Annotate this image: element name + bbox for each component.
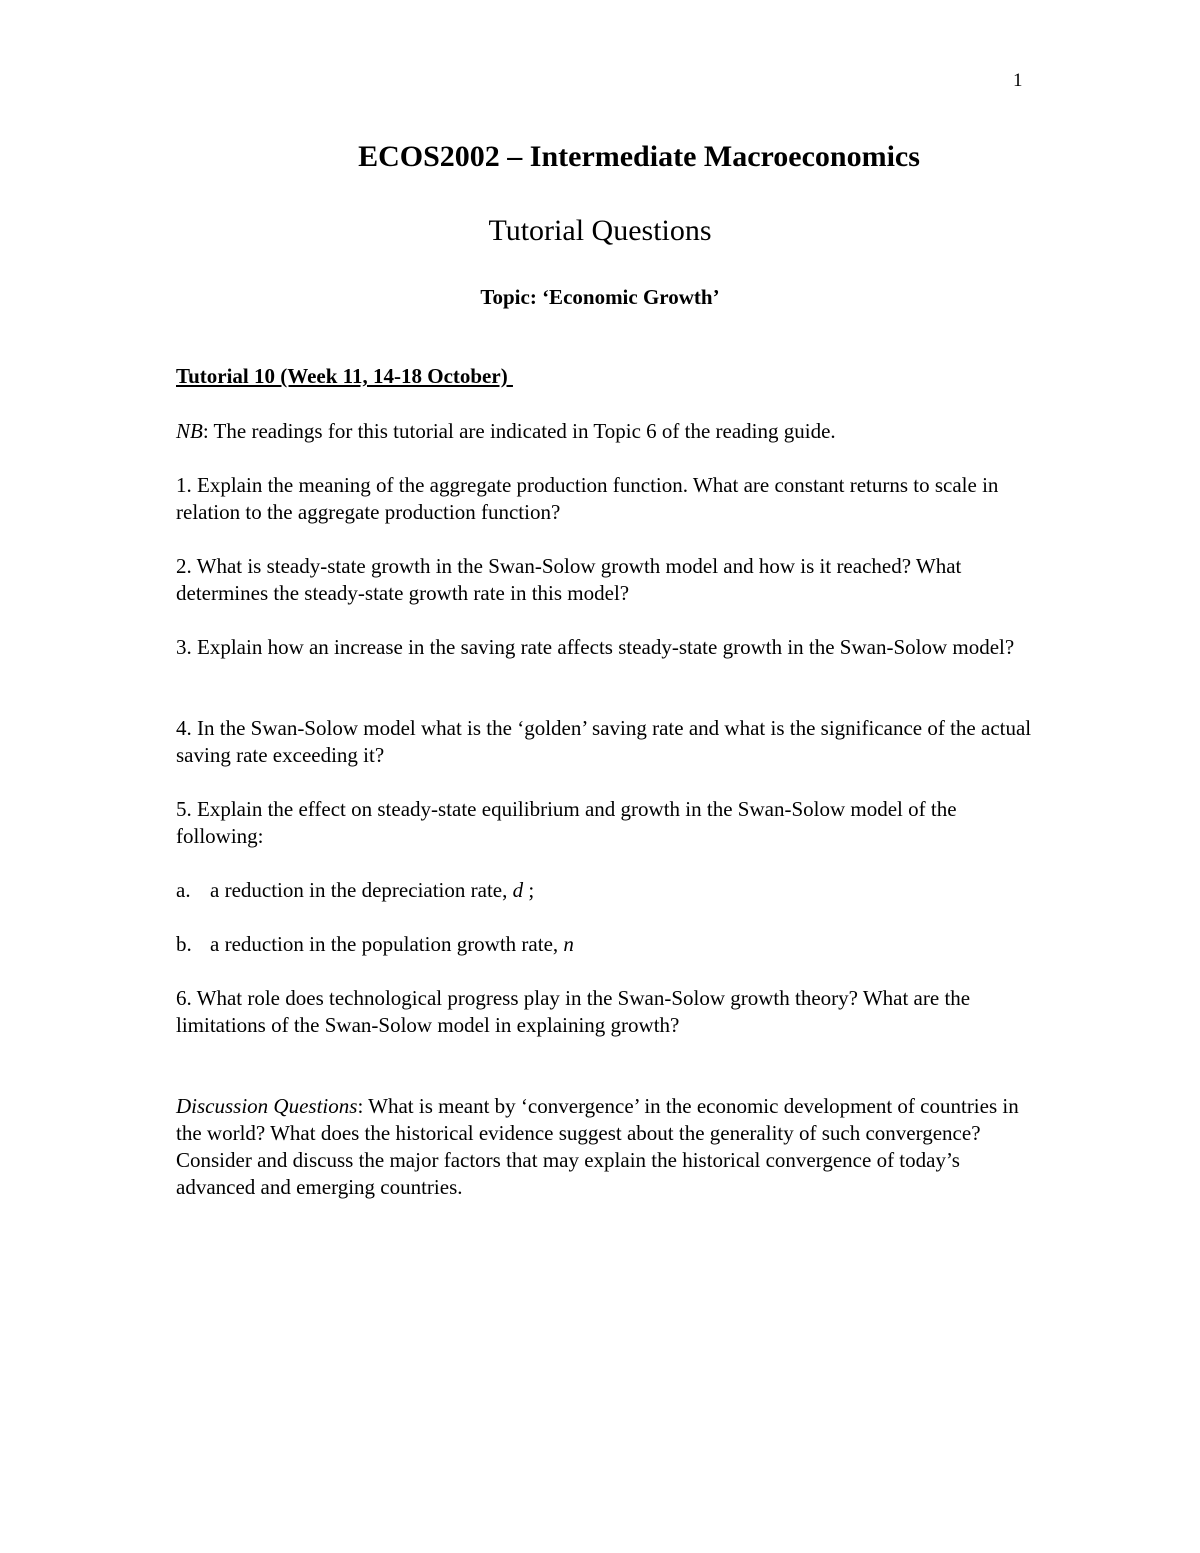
question-number: 5. [176, 797, 192, 821]
question-3 [176, 634, 1036, 661]
sub-item-a [176, 877, 1036, 904]
document-subtitle: Tutorial Questions [488, 214, 712, 247]
sub-item-b [176, 931, 1036, 958]
page-number: 1 [1013, 70, 1023, 91]
question-6 [176, 985, 1036, 1039]
nb-label: NB [176, 419, 203, 443]
sub-item-text: a reduction in the population growth rate, [210, 932, 564, 956]
discussion-questions [176, 1093, 1036, 1201]
population-growth-symbol: n [563, 932, 574, 956]
sub-item-letter: a. [176, 878, 191, 902]
depreciation-symbol: d [512, 878, 524, 902]
question-number: 1. [176, 473, 192, 497]
discussion-label: Discussion Questions [176, 1094, 358, 1118]
question-text: Explain the meaning of the aggregate production function. What are constant returns to scale in relation to the aggregate production function? [176, 473, 999, 524]
nb-text: : The readings for this tutorial are indicated in Topic 6 of the reading guide. [202, 419, 836, 443]
question-text: What role does technological progress play in the Swan-Solow growth theory? What are the limitations of the Swan-Solow model in explaining growth? [176, 986, 971, 1037]
question-text: Explain how an increase in the saving rate affects steady-state growth in the Swan-Solow model? [191, 635, 1015, 659]
sub-item-letter: b. [176, 932, 192, 956]
question-number: 6. [176, 986, 192, 1010]
discussion-text: : What is meant by ‘convergence’ in the economic development of countries in the world? What does the historical evidence suggest about the generality of such convergence? Consider and discuss the major factors that may explain the historical convergence of today’s advanced and emerging countries. [176, 1094, 1019, 1199]
question-number: 3. [176, 635, 192, 659]
course-title: ECOS2002 – Intermediate Macroeconomics [358, 140, 920, 173]
question-text: In the Swan-Solow model what is the ‘golden’ saving rate and what is the significance of the actual saving rate exceeding it? [176, 716, 1032, 767]
question-number: 4. [176, 716, 192, 740]
question-text: What is steady-state growth in the Swan-Solow growth model and how is it reached? What determines the steady-state growth rate in this model? [176, 554, 962, 605]
topic-heading: Topic: ‘Economic Growth’ [480, 285, 720, 309]
tutorial-heading: Tutorial 10 (Week 11, 14-18 October) [176, 364, 513, 388]
question-5 [176, 796, 1036, 850]
nb-note [176, 418, 1036, 445]
question-text: Explain the effect on steady-state equilibrium and growth in the Swan-Solow model of the following: [176, 797, 957, 848]
question-2 [176, 553, 1036, 607]
sub-item-suffix: ; [523, 878, 535, 902]
question-1 [176, 472, 1036, 526]
sub-item-text: a reduction in the depreciation rate, [210, 878, 513, 902]
question-number: 2. [176, 554, 192, 578]
question-4 [176, 715, 1036, 769]
